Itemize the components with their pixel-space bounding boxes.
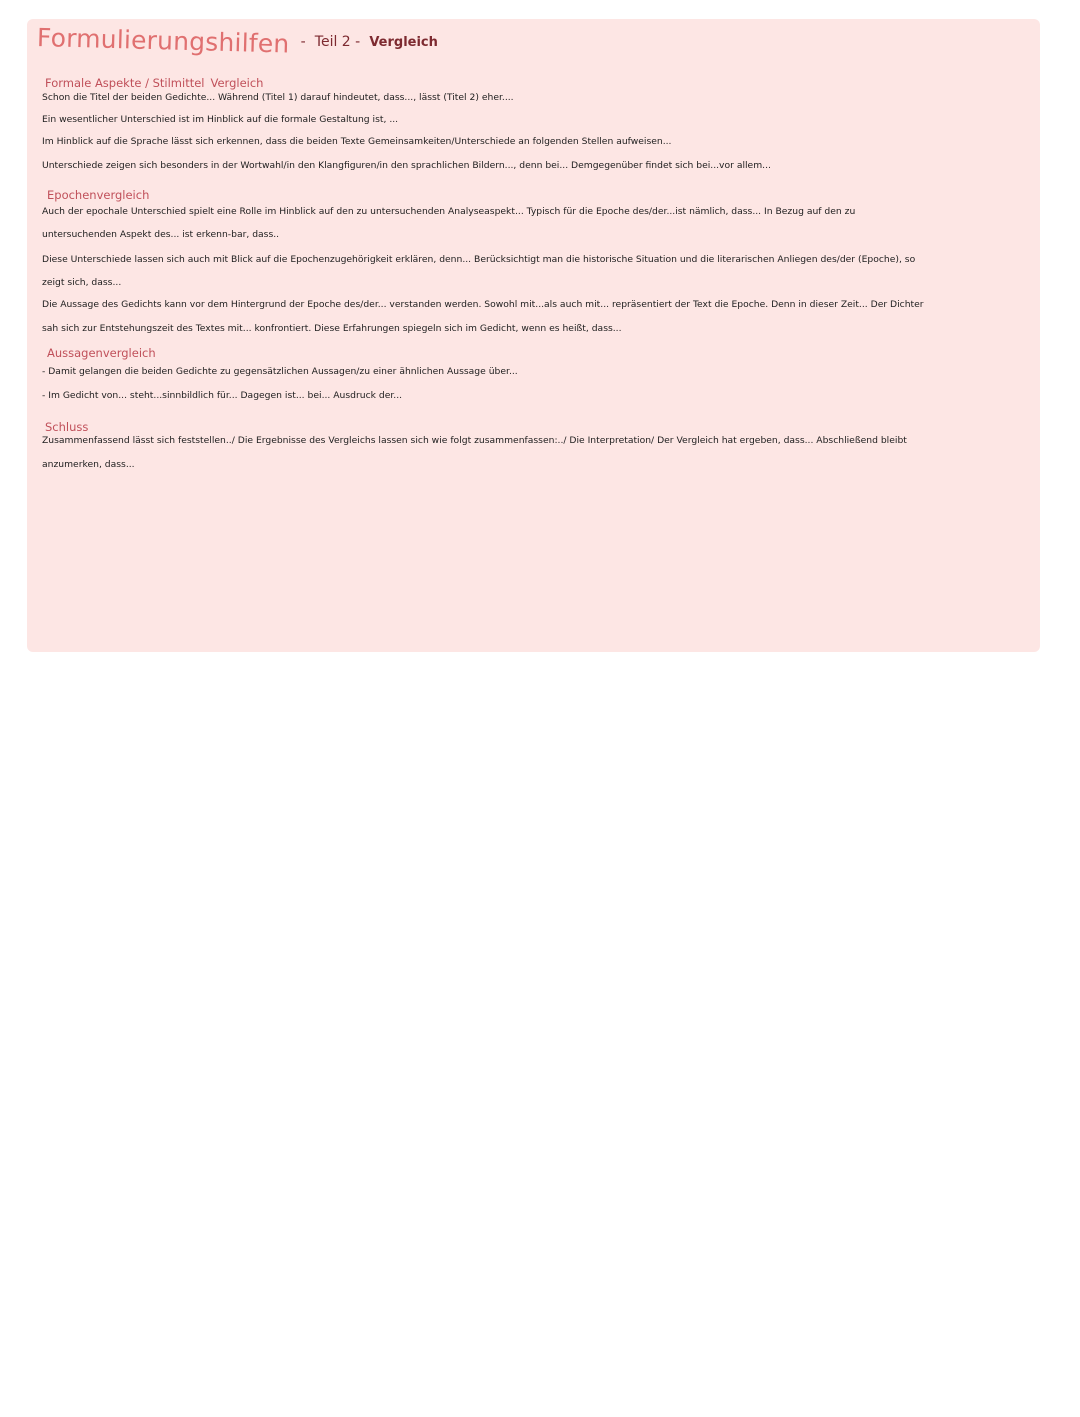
epoche-line-6: sah sich zur Entstehungszeit des Textes mit... konfrontiert. Diese Erfahrungen spiegeln sich im Gedicht, wenn es heißt, dass... [42, 323, 622, 334]
epoche-line-2: untersuchenden Aspekt des... ist erkenn-bar, dass.. [42, 229, 280, 240]
section-heading-schluss: Schluss [45, 420, 89, 434]
formal-line-2: Ein wesentlicher Unterschied ist im Hinblick auf die formale Gestaltung ist, ... [42, 114, 399, 125]
section-heading-epoche: Epochenvergleich [47, 188, 150, 202]
epoche-line-1: Auch der epochale Unterschied spielt eine Rolle im Hinblick auf den zu untersuchenden Analyseaspekt... Typisch für die Epoche des/der...ist nämlich, dass... In Bezug auf den zu [42, 206, 856, 217]
formal-line-4: Unterschiede zeigen sich besonders in der Wortwahl/in den Klangfiguren/in den sprachlichen Bildern..., denn bei... Demgegenüber findet sich bei...vor allem... [42, 160, 771, 171]
title-part: Teil 2 - [314, 34, 361, 50]
epoche-line-4: zeigt sich, dass... [42, 277, 122, 288]
title-separator: - [300, 34, 306, 50]
title-topic: Vergleich [369, 35, 438, 50]
title-row [36, 23, 438, 59]
note-card [27, 19, 1040, 652]
epoche-line-3: Diese Unterschiede lassen sich auch mit Blick auf die Epochenzugehörigkeit erklären, denn... Berücksichtigt man die historische Situation und die literarischen Anliegen des/der (Epoche), so [42, 254, 916, 265]
epoche-line-5: Die Aussage des Gedichts kann vor dem Hintergrund der Epoche des/der... verstanden werden. Sowohl mit...als auch mit... repräsentiert der Text die Epoche. Denn in dieser Zeit... Der Dichter [42, 299, 924, 310]
section-heading-formal-label: Formale Aspekte / Stilmittel [45, 76, 205, 90]
section-subheading-formal: Vergleich [210, 76, 264, 90]
schluss-line-1: Zusammenfassend lässt sich feststellen../ Die Ergebnisse des Vergleichs lassen sich wie folgt zusammenfassen:../ Die Interpretation/ Der Vergleich hat ergeben, dass... Abschließend bleibt [42, 435, 907, 446]
aussage-line-2: - Im Gedicht von... steht...sinnbildlich für... Dagegen ist... bei... Ausdruck der... [42, 390, 403, 401]
formal-line-3: Im Hinblick auf die Sprache lässt sich erkennen, dass die beiden Texte Gemeinsamkeiten/Unterschiede an folgenden Stellen aufweisen... [42, 136, 672, 147]
page-title: Formulierungshilfen [36, 23, 290, 59]
section-heading-aussage: Aussagenvergleich [47, 346, 156, 360]
schluss-line-2: anzumerken, dass... [42, 459, 135, 470]
aussage-line-1: - Damit gelangen die beiden Gedichte zu gegensätzlichen Aussagen/zu einer ähnlichen Aussage über... [42, 366, 518, 377]
section-heading-formal [45, 76, 263, 90]
formal-line-1: Schon die Titel der beiden Gedichte... Während (Titel 1) darauf hindeutet, dass..., lässt (Titel 2) eher.... [42, 92, 514, 103]
